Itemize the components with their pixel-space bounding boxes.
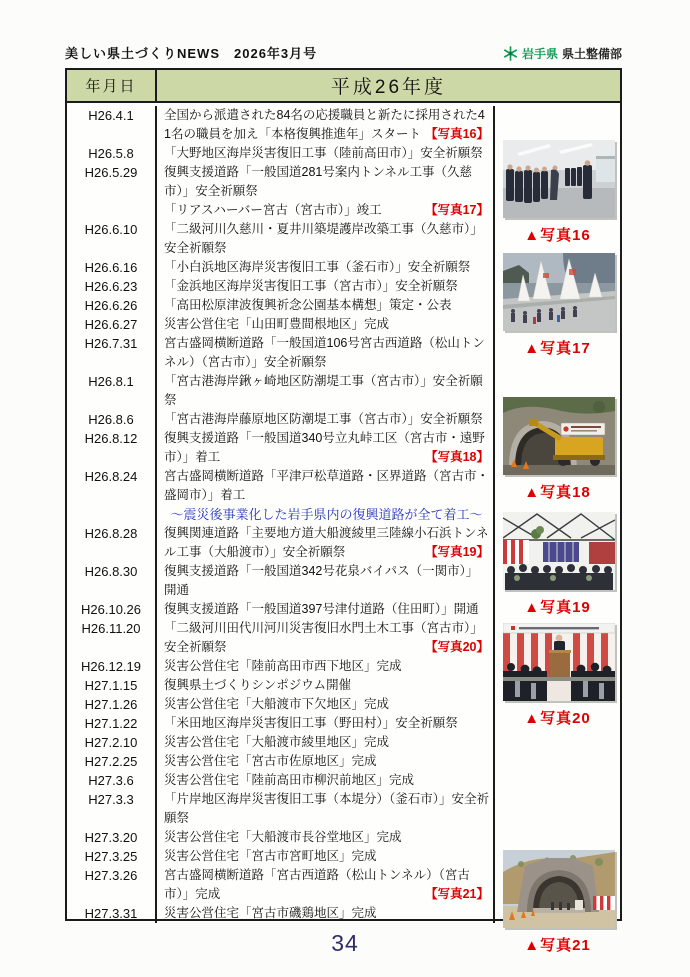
entry-date: H27.2.10: [67, 733, 157, 752]
entry-text: 「宮古港海岸藤原地区防潮堤工事（宮古市）」安全祈願祭: [157, 410, 495, 429]
entry-date: H26.6.23: [67, 277, 157, 296]
entry-date: H27.3.3: [67, 790, 157, 828]
entry-text: 復興関連道路「主要地方道大船渡綾里三陸線小石浜トンネル工事（大船渡市）」安全祈願祭 【写真19】: [157, 524, 495, 562]
tent-ceremony-photo: [503, 512, 615, 590]
entry-text: 復興支援道路「一般国道342号花泉バイパス（一関市）」開通: [157, 562, 495, 600]
tunnel-portal-photo: [503, 850, 615, 928]
entry-text: 災害公営住宅「大船渡市綾里地区」完成: [157, 733, 495, 752]
document-header: [65, 42, 622, 62]
entry-date: H26.8.24: [67, 467, 157, 505]
entry-date: H26.10.26: [67, 600, 157, 619]
photo-reference-tag: 【写真19】: [425, 545, 489, 559]
entry-date: H27.1.15: [67, 676, 157, 695]
tunnel-construction-photo: [503, 397, 615, 475]
entry-date: H26.5.29: [67, 163, 157, 201]
fiscal-year-header: 平成26年度: [330, 77, 447, 98]
photo-reference-tag: 【写真16】: [425, 127, 489, 141]
photo-column: [495, 136, 620, 954]
prefecture-name: 岩手県: [521, 47, 558, 61]
entry-text: 災害公営住宅「大船渡市下欠地区」完成: [157, 695, 495, 714]
entry-text: 復興支援道路「一般国道397号津付道路（住田町）」開通: [157, 600, 495, 619]
entry-text: 「二級河川田代川河川災害復旧水門土木工事（宮古市）」安全祈願祭 【写真20】: [157, 619, 495, 657]
photo-item-16: [495, 140, 620, 245]
entry-text: 災害公営住宅「山田町豊間根地区」完成: [157, 315, 495, 334]
entry-text: 災害公営住宅「宮古市佐原地区」完成: [157, 752, 495, 771]
page-number: 34: [331, 930, 359, 956]
entry-text: 「二級河川久慈川・夏井川築堤護岸改築工事（久慈市）」安全祈願祭: [157, 220, 495, 258]
photo-21-label: ▲写真21: [524, 937, 591, 954]
photo-item-17: [495, 253, 620, 358]
entry-text: 災害公営住宅「大船渡市長谷堂地区」完成: [157, 828, 495, 847]
entry-date: H27.3.25: [67, 847, 157, 866]
photo-19-label: ▲写真19: [524, 599, 591, 616]
iwate-pref-logo-icon: [503, 46, 518, 61]
entry-date: H27.3.26: [67, 866, 157, 904]
photo-item-20: [495, 623, 620, 728]
entry-text: 「米田地区海岸災害復旧工事（野田村）」安全祈願祭: [157, 714, 495, 733]
entry-date: H27.3.6: [67, 771, 157, 790]
photo-reference-tag: 【写真18】: [425, 450, 489, 464]
entry-text: 「大野地区海岸災害復旧工事（陸前高田市）」安全祈願祭: [157, 144, 495, 163]
organization-block: [503, 45, 622, 62]
photo-reference-tag: 【写真20】: [425, 640, 489, 654]
entry-text: 宮古盛岡横断道路「一般国道106号宮古西道路（松山トンネル）（宮古市）」安全祈願祭: [157, 334, 495, 372]
entry-date: H27.1.26: [67, 695, 157, 714]
entry-text: 復興支援道路「一般国道340号立丸峠工区（宮古市・遠野市）」着工 【写真18】: [157, 429, 495, 467]
entry-text: 「宮古港海岸鍬ヶ崎地区防潮堤工事（宮古市）」安全祈願祭: [157, 372, 495, 410]
note-text: ～震災後事業化した岩手県内の復興道路が全て着工～: [157, 505, 495, 524]
entry-text: 災害公営住宅「陸前高田市柳沢前地区」完成: [157, 771, 495, 790]
office-ceremony-photo: [503, 140, 615, 218]
photo-17-label: ▲写真17: [524, 340, 591, 357]
entry-text: 復興県土づくりシンポジウム開催: [157, 676, 495, 695]
entry-date: H26.7.31: [67, 334, 157, 372]
entry-date: H26.12.19: [67, 657, 157, 676]
entry-date: H27.2.25: [67, 752, 157, 771]
entry-text: 「金浜地区海岸災害復旧工事（宮古市）」安全祈願祭: [157, 277, 495, 296]
entry-date: H26.8.28: [67, 524, 157, 562]
entry-date: H26.6.16: [67, 258, 157, 277]
photo-item-19: [495, 512, 620, 617]
entry-text: 災害公営住宅「陸前高田市西下地区」完成: [157, 657, 495, 676]
entry-date: H26.8.1: [67, 372, 157, 410]
podium-ceremony-photo: [503, 623, 615, 701]
harbor-sailboats-photo: [503, 253, 615, 331]
entry-date: H27.1.22: [67, 714, 157, 733]
photo-reference-tag: 【写真17】: [425, 203, 489, 217]
entry-date: H27.3.31: [67, 904, 157, 923]
entry-date: H26.6.27: [67, 315, 157, 334]
entry-text: 「リアスハーバー宮古（宮古市）」竣工 【写真17】: [157, 201, 495, 220]
entry-date: H26.4.1: [67, 106, 157, 144]
entry-date: H26.8.30: [67, 562, 157, 600]
photo-reference-tag: 【写真21】: [425, 887, 489, 901]
photo-18-label: ▲写真18: [524, 484, 591, 501]
photo-item-18: [495, 397, 620, 502]
date-column-header: 年月日: [67, 70, 157, 101]
entry-text: 「片岸地区海岸災害復旧工事（本堤分）（釜石市）」安全祈願祭: [157, 790, 495, 828]
photo-20-label: ▲写真20: [524, 710, 591, 727]
entry-date: H26.6.10: [67, 220, 157, 258]
entry-date: H26.8.12: [67, 429, 157, 467]
entry-date: [67, 505, 157, 524]
table-body: [67, 103, 620, 954]
entry-text: 宮古盛岡横断道路「平津戸松草道路・区界道路（宮古市・盛岡市）」着工: [157, 467, 495, 505]
entry-date: H26.5.8: [67, 144, 157, 163]
entry-text: 災害公営住宅「宮古市磯鶏地区」完成: [157, 904, 495, 923]
entry-text: 災害公営住宅「宮古市宮町地区」完成: [157, 847, 495, 866]
entry-text: 「高田松原津波復興祈念公園基本構想」策定・公表: [157, 296, 495, 315]
entry-text: 「小白浜地区海岸災害復旧工事（釜石市）」安全祈願祭: [157, 258, 495, 277]
newsletter-title: 美しい県土づくりNEWS 2026年3月号: [65, 46, 318, 61]
entry-date: H26.11.20: [67, 619, 157, 657]
entry-date: H26.6.26: [67, 296, 157, 315]
timeline-table: [65, 68, 622, 954]
department-name: 県土整備部: [561, 47, 622, 61]
entry-date: H26.8.6: [67, 410, 157, 429]
entry-text: 宮古盛岡横断道路「宮古西道路（松山トンネル）（宮古市）」完成 【写真21】: [157, 866, 495, 904]
table-header-row: [67, 70, 620, 103]
photo-16-label: ▲写真16: [524, 227, 591, 244]
entry-date: [67, 201, 157, 220]
entry-text: 復興支援道路「一般国道281号案内トンネル工事（久慈市）」安全祈願祭: [157, 163, 495, 201]
entry-text: 全国から派遣された84名の応援職員と新たに採用された41名の職員を加え「本格復興推進年」スタート 【写真16】: [157, 106, 495, 144]
entry-date: H27.3.20: [67, 828, 157, 847]
